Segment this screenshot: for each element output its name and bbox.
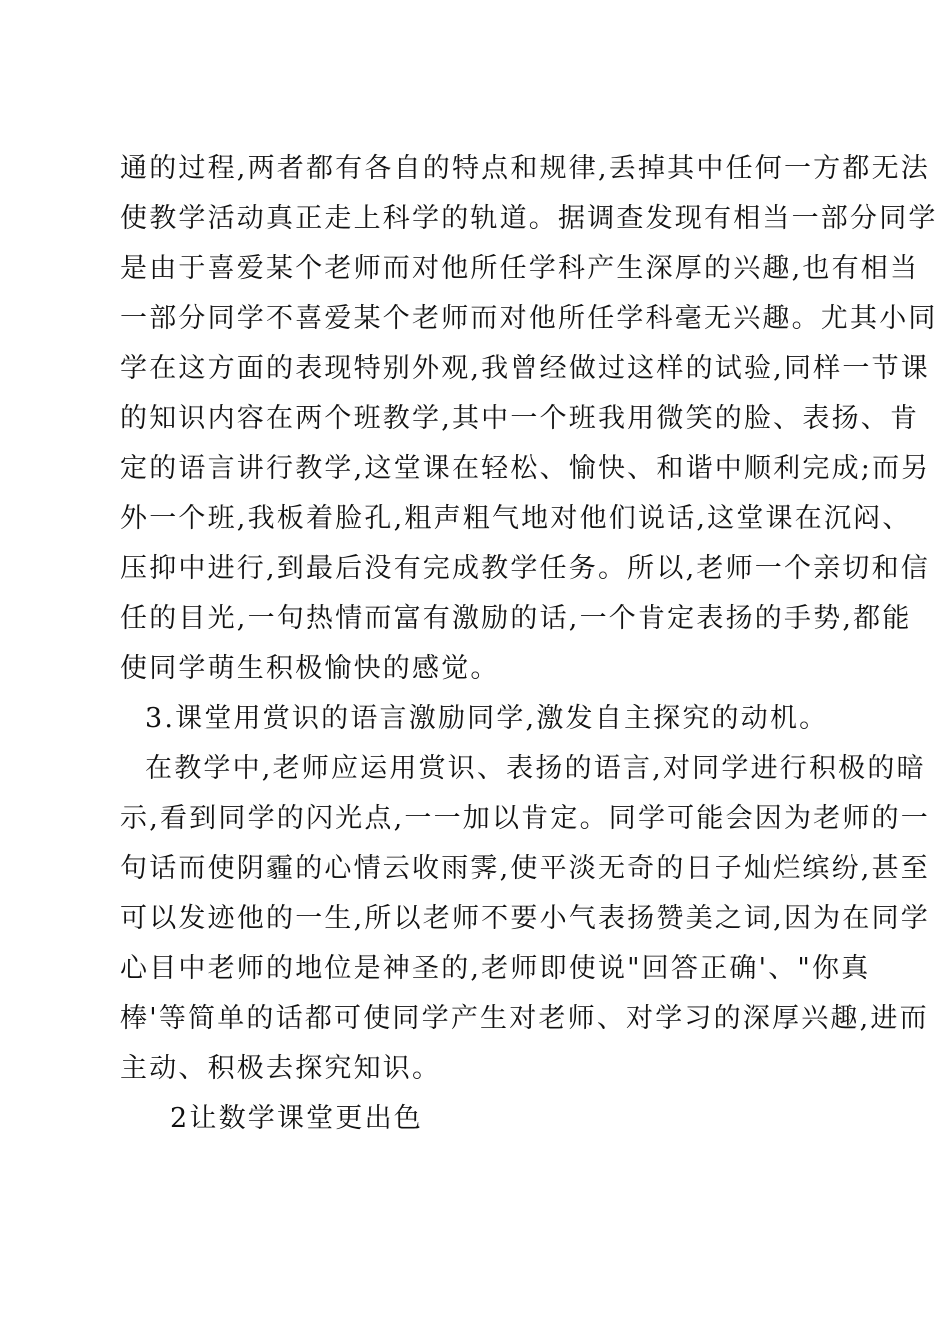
paragraph-line: 可以发迹他的一生,所以老师不要小气表扬赞美之词,因为在同学 [120,903,930,934]
paragraph-line: 压抑中进行,到最后没有完成教学任务。所以,老师一个亲切和信 [120,553,930,584]
paragraph-line: 外一个班,我板着脸孔,粗声粗气地对他们说话,这堂课在沉闷、 [120,503,912,534]
paragraph-line: 在教学中,老师应运用赏识、表扬的语言,对同学进行积极的暗 [145,753,926,784]
list-item-heading: 3.课堂用赏识的语言激励同学,激发自主探究的动机。 [145,703,829,734]
paragraph-line: 使同学萌生积极愉快的感觉。 [120,653,500,684]
paragraph-line: 的知识内容在两个班教学,其中一个班我用微笑的脸、表扬、肯 [120,403,920,434]
paragraph-line: 示,看到同学的闪光点,一一加以肯定。同学可能会因为老师的一 [120,803,930,834]
paragraph-line: 学在这方面的表现特别外观,我曾经做过这样的试验,同样一节课 [120,353,930,384]
paragraph-line: 一部分同学不喜爱某个老师而对他所任学科毫无兴趣。尤其小同 [120,303,938,334]
paragraph-line: 句话而使阴霾的心情云收雨霁,使平淡无奇的日子灿烂缤纷,甚至 [120,853,930,884]
paragraph-line: 通的过程,两者都有各自的特点和规律,丢掉其中任何一方都无法 [120,153,930,184]
paragraph-line: 定的语言讲行教学,这堂课在轻松、愉快、和谐中顺利完成;而另 [120,453,931,484]
section-title: 2让数学课堂更出色 [170,1103,423,1134]
paragraph-line: 主动、积极去探究知识。 [120,1053,442,1084]
paragraph-line: 使教学活动真正走上科学的轨道。据调查发现有相当一部分同学 [120,203,938,234]
paragraph-line: 是由于喜爱某个老师而对他所任学科产生深厚的兴趣,也有相当 [120,253,920,284]
paragraph-line: 棒'等简单的话都可使同学产生对老师、对学习的深厚兴趣,进而 [120,1003,929,1034]
paragraph-line: 心目中老师的地位是神圣的,老师即使说"回答正确'、"你真 [120,953,871,984]
paragraph-line: 任的目光,一句热情而富有激励的话,一个肯定表扬的手势,都能 [120,603,912,634]
